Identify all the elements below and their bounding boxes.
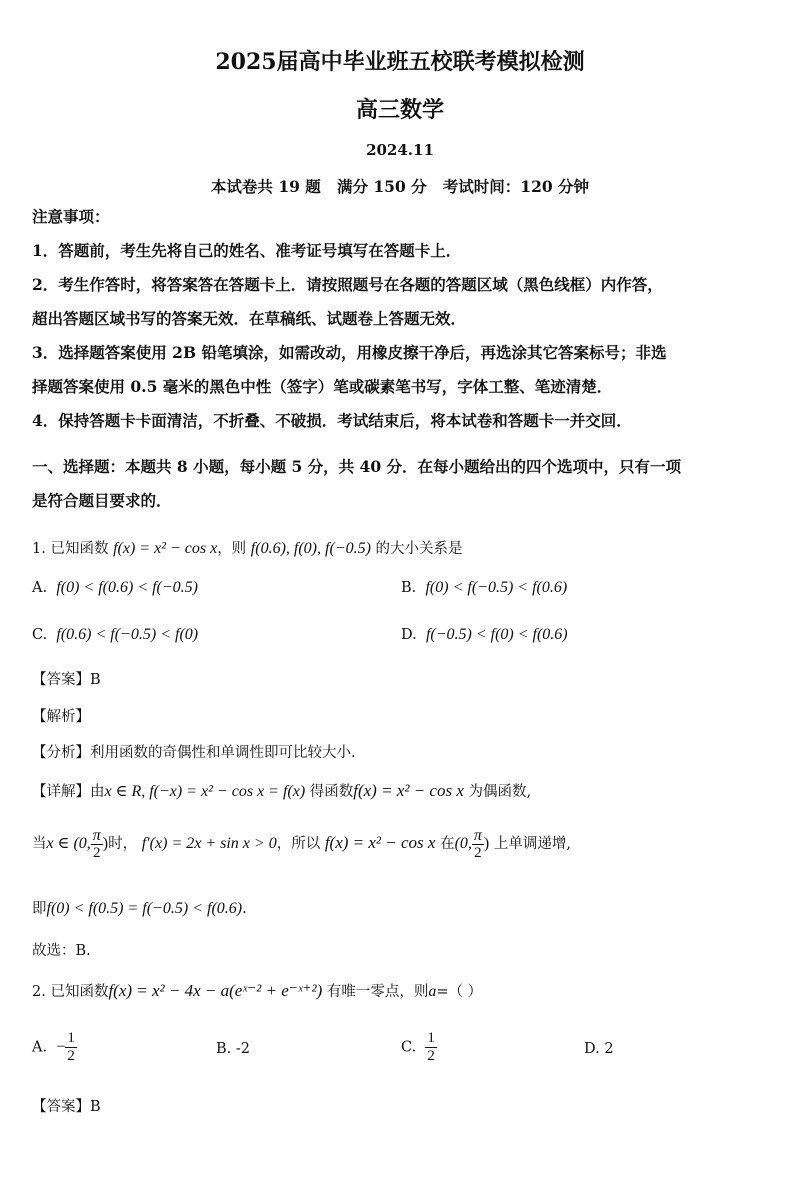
q2-option-b[interactable]: B. -2	[216, 1041, 250, 1057]
notice-heading: 注意事项：	[32, 207, 110, 226]
notice-item-3-cont: 择题答案使用 0.5 毫米的黑色中性（签字）笔或碳素笔书写，字体工整、笔迹清楚．	[32, 377, 613, 396]
fraction-numerator: π	[92, 826, 101, 844]
q1-detail1-prefix: 【详解】由	[32, 784, 105, 800]
q2-prefix: 2. 已知函数	[32, 984, 109, 1000]
fraction-denominator-2: 2	[474, 844, 482, 861]
q1-option-d-text: f(−0.5) < f(0) < f(0.6)	[425, 626, 568, 643]
q2-option-c[interactable]	[401, 1030, 437, 1065]
q1-detail3-math: f(0) < f(0.5) = f(−0.5) < f(0.6)	[46, 900, 243, 917]
q2-option-c-fraction	[425, 1030, 437, 1065]
q1-detail2-func: f(x) = x² − cos x	[324, 833, 436, 852]
notice-item-4: 4．保持答题卡卡面清洁，不折叠、不破损．考试结束后，将本试卷和答题卡一并交回．	[32, 411, 632, 430]
q2-function: f(x) = x² − 4x − a(eˣ⁻² + e⁻ˣ⁺²)	[108, 981, 323, 1000]
section-line-1: 一、选择题：本题共 8 小题，每小题 5 分，共 40 分．在每小题给出的四个选项中，只有一项	[32, 457, 682, 476]
q1-option-b-text: f(0) < f(−0.5) < f(0.6)	[425, 579, 568, 596]
q2-variable: a	[428, 983, 437, 1000]
q2-option-c-label: C.	[401, 1039, 417, 1056]
q2-blank: =（ ）	[436, 984, 483, 1000]
q1-option-d[interactable]: D. f(−0.5) < f(0) < f(0.6)	[401, 626, 568, 643]
q1-detail1-suffix: 为偶函数,	[468, 784, 532, 800]
q1-detail-3	[32, 897, 247, 918]
q1-detail2-mid1: 时，	[108, 836, 138, 852]
section-heading	[32, 450, 774, 518]
pi-over-two-fraction-2	[472, 827, 484, 862]
q1-detail2-interval: (0,	[454, 835, 472, 852]
exam-date: 2024.11	[366, 141, 434, 159]
q1-values: f(0.6), f(0), f(−0.5)	[250, 540, 371, 557]
q1-detail2-close-2: )	[483, 835, 490, 852]
q2-option-a-fraction	[65, 1030, 77, 1065]
q1-detail1-func: f(x) = x² − cos x	[353, 781, 464, 800]
q1-analysis-label: 【解析】	[32, 709, 90, 725]
q1-answer: 【答案】B	[32, 672, 101, 688]
q2-option-a-label: A.	[32, 1039, 48, 1056]
notice-item-2: 2．考生作答时，将答案答在答题卡上．请按照题号在各题的答题区域（黑色线框）内作答，	[32, 275, 663, 294]
q2-option-c-den: 2	[427, 1048, 435, 1064]
pi-over-two-fraction	[91, 827, 103, 862]
q1-prefix: 1. 已知函数	[32, 541, 109, 557]
q1-detail-1	[32, 780, 531, 801]
q1-detail-2	[32, 826, 571, 862]
q1-detail2-cond: x ∈ (0,	[46, 835, 91, 852]
q1-option-a[interactable]: A. f(0) < f(0.6) < f(−0.5)	[32, 579, 199, 596]
q1-option-b[interactable]: B. f(0) < f(−0.5) < f(0.6)	[401, 579, 568, 596]
q2-stem	[32, 980, 482, 1001]
q2-option-c-num: 1	[427, 1030, 435, 1046]
section-line-2: 是符合题目要求的．	[32, 491, 172, 510]
q1-detail1-math: x ∈ R, f(−x) = x² − cos x = f(x)	[104, 783, 306, 800]
q1-option-c[interactable]: C. f(0.6) < f(−0.5) < f(0)	[32, 626, 199, 643]
q1-detail1-mid: 得函数	[309, 784, 354, 800]
q1-suffix: 的大小关系是	[375, 541, 463, 557]
q1-detail2-prefix: 当	[32, 836, 47, 852]
exam-subtitle: 高三数学	[355, 97, 444, 123]
q2-option-d[interactable]: D. 2	[584, 1041, 614, 1057]
q1-option-c-text: f(0.6) < f(−0.5) < f(0)	[56, 626, 199, 643]
q1-detail2-mid2: ，所以	[276, 836, 321, 852]
q1-detail2-mid3: 在	[440, 836, 455, 852]
q1-fenxi: 【分析】利用函数的奇偶性和单调性即可比较大小.	[32, 745, 356, 761]
q1-detail2-close: )	[102, 835, 109, 852]
q2-option-a[interactable]	[32, 1030, 77, 1065]
fraction-denominator: 2	[93, 844, 101, 861]
q1-conclusion: 故选：B.	[32, 943, 91, 959]
notice-item-2-cont: 超出答题区域书写的答案无效．在草稿纸、试题卷上答题无效．	[32, 309, 467, 328]
q1-detail3-suffix: .	[242, 901, 247, 917]
q1-detail2-suffix: 上单调递增,	[493, 836, 571, 852]
exam-title: 2025届高中毕业班五校联考模拟检测	[215, 49, 585, 75]
notice-item-3: 3．选择题答案使用 2B 铅笔填涂，如需改动，用橡皮擦干净后，再选涂其它答案标号；非选	[32, 343, 667, 362]
q2-option-a-sign: −	[56, 1038, 66, 1056]
exam-meta: 本试卷共 19 题 满分 150 分 考试时间：120 分钟	[210, 177, 590, 196]
q1-stem	[32, 537, 463, 558]
q2-option-a-den: 2	[67, 1048, 75, 1064]
q1-detail3-prefix: 即	[32, 901, 47, 917]
fraction-numerator-2: π	[473, 826, 482, 844]
q2-suffix: 有唯一零点，则	[326, 984, 429, 1000]
notice-section	[32, 200, 774, 438]
q1-mid: ，则	[217, 541, 247, 557]
q2-option-a-num: 1	[67, 1030, 75, 1046]
q2-answer: 【答案】B	[32, 1099, 101, 1115]
q1-option-a-text: f(0) < f(0.6) < f(−0.5)	[56, 579, 199, 596]
notice-item-1: 1．答题前，考生先将自己的姓名、准考证号填写在答题卡上．	[32, 241, 462, 260]
q1-detail2-derivative: f′(x) = 2x + sin x > 0	[141, 835, 277, 852]
q1-function: f(x) = x² − cos x	[113, 540, 218, 557]
